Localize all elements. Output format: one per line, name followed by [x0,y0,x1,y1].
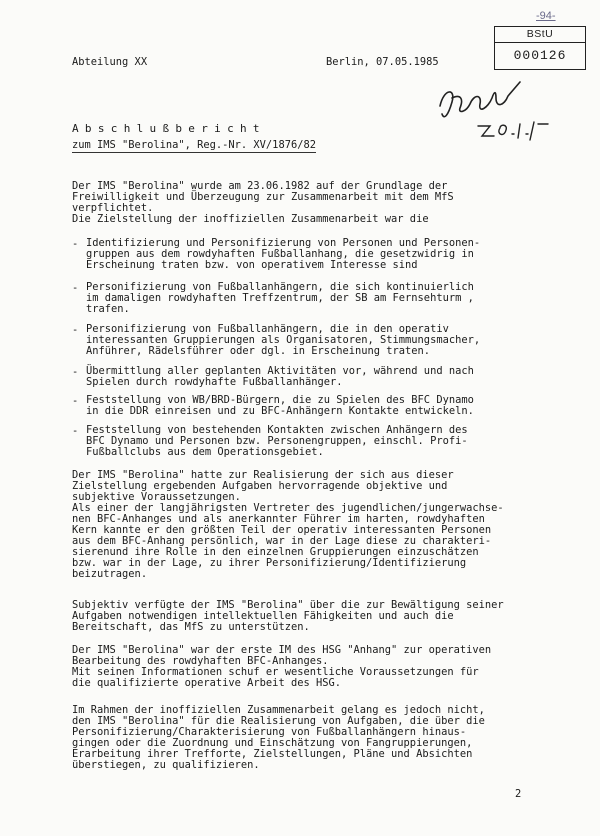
list-line: trafen. [86,303,130,315]
bstu-stamp [494,26,586,70]
intro-line: verpflichtet. [72,202,154,214]
paragraph-line: Aufgaben notwendigen intellektuellen Fähigkeiten und auch die [72,610,454,622]
stamp-number: 000126 [513,48,567,63]
list-line: Identifizierung und Personifizierung von Personen und Personen- [86,237,481,249]
list-line: im damaligen rowdyhaften Treffzentrum, der SB am Fernsehturm , [86,292,474,304]
paragraph-line: beizutragen. [72,568,148,580]
paragraph-line: Erarbeitung ihrer Trefforte, Zielstellungen, Pläne und Absichten [72,748,473,760]
list-line: Übermittlung aller geplanten Aktivitäten vor, während und nach [86,365,474,377]
document-subtitle-text: zum IMS "Berolina", Reg.-Nr. XV/1876/82 [72,139,316,151]
page-number: 2 [515,788,522,800]
paragraph-line: bzw. war in der Lage, zu ihrer Personifizierung/Identifizierung [72,557,467,569]
paragraph-line: gingen oder die Zuordnung und Einschätzung von Fangruppierungen, [72,737,473,749]
department-label: Abteilung XX [72,56,148,68]
list-line: Personifizierung von Fußballanhängern, die in den operativ [86,323,449,335]
bullet-marker: - [72,395,79,407]
bullet-marker: - [72,324,79,336]
paragraph-line: Bereitschaft, das MfS zu unterstützen. [72,621,310,633]
list-line: Feststellung von WB/BRD-Bürgern, die zu Spielen des BFC Dynamo [86,394,474,406]
paragraph-line: sierenund ihre Rolle in den einzelnen Gruppierungen einzuschätzen [72,546,479,558]
paragraph-line: nen BFC-Anhanges und als anerkannter Führer im harten, rowdyhaften [72,513,485,525]
list-line: Fußballclubs aus dem Operationsgebiet. [86,446,324,458]
bullet-marker: - [72,282,79,294]
paragraph-line: aus dem BFC-Anhang persönlich, war in der Lage diese zu charakteri- [72,535,492,547]
list-line: in die DDR einreisen und zu BFC-Anhängern Kontakte entwickeln. [86,405,474,417]
paragraph-line: Kern kannte er den größten Teil der operativ interessanten Personen [72,524,492,536]
paragraph-line: Der IMS "Berolina" hatte zur Realisierung der sich aus dieser [72,469,454,481]
paragraph-line: Im Rahmen der inoffiziellen Zusammenarbeit gelang es jedoch nicht, [72,704,485,716]
bullet-marker: - [72,366,79,378]
intro-line: Die Zielstellung der inoffiziellen Zusammenarbeit war die [72,213,429,225]
intro-line: Freiwilligkeit und Überzeugung zur Zusammenarbeit mit dem MfS [72,191,454,203]
list-line: Feststellung von bestehenden Kontakten zwischen Anhängern des [86,424,468,436]
bullet-marker: - [72,425,79,437]
document-subtitle [72,140,316,151]
paragraph-line: Als einer der langjährigsten Vertreter des jugendlichen/jungerwachse- [72,502,504,514]
stamp-label: BStU [495,27,585,43]
bullet-marker: - [72,238,79,250]
paragraph-line: die qualifizierte operative Arbeit des HSG. [72,677,341,689]
intro-line: Der IMS "Berolina" wurde am 23.06.1982 auf der Grundlage der [72,180,448,192]
archive-page-number: -94- [536,10,556,22]
paragraph-line: überstiegen, zu qualifizieren. [72,759,260,771]
paragraph-line: Mit seinen Informationen schuf er wesentliche Voraussetzungen für [72,666,479,678]
paragraph-line: Personifizierung/Charakterisierung von Fußballanhängern hinaus- [72,726,467,738]
list-line: interessanten Gruppierungen als Organisatoren, Stimmungsmacher, [86,334,481,346]
paragraph-line: den IMS "Berolina" für die Realisierung von Aufgaben, die über die [72,715,485,727]
list-line: Erscheinung traten bzw. von operativem Interesse sind [86,259,418,271]
document-title: Abschlußbericht [72,122,266,135]
list-line: Anführer, Rädelsführer oder dgl. in Erscheinung traten. [86,345,431,357]
paragraph-line: Der IMS "Berolina" war der erste IM des HSG "Anhang" zur operativen [72,644,492,656]
place-date: Berlin, 07.05.1985 [326,56,439,68]
paragraph-line: Bearbeitung des rowdyhaften BFC-Anhanges. [72,655,329,667]
paragraph-line: Zielstellung ergebenden Aufgaben hervorragende objektive und [72,480,448,492]
list-line: BFC Dynamo und Personen bzw. Personengruppen, einschl. Profi- [86,435,468,447]
list-line: Personifizierung von Fußballanhängern, die sich kontinuierlich [86,281,474,293]
handwritten-signature [430,68,570,148]
paragraph-line: subjektive Voraussetzungen. [72,491,241,503]
list-line: gruppen aus dem rowdyhaften Fußballanhang, die gesetzwidrig in [86,248,474,260]
paragraph-line: Subjektiv verfügte der IMS "Berolina" über die zur Bewältigung seiner [72,599,504,611]
list-line: Spielen durch rowdyhafte Fußballanhänger. [86,376,343,388]
